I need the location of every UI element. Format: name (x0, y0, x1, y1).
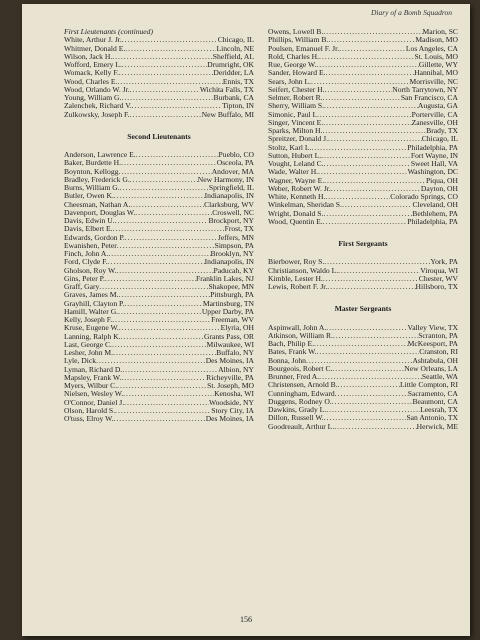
dot-leader (115, 217, 209, 225)
dot-leader (334, 423, 416, 431)
dot-leader (118, 308, 202, 316)
person-name: Duggens, Rodney O. (268, 396, 332, 406)
hometown: Brockport, NY (208, 216, 254, 225)
first-lieutenants-list (64, 36, 254, 119)
person-name: Davis, Edwin U. (64, 216, 115, 225)
roster-entry (64, 415, 254, 423)
person-name: Bonna, John (268, 355, 306, 365)
dot-leader (333, 332, 418, 340)
person-name: Atkinson, William R. (268, 330, 333, 340)
dot-leader (124, 399, 209, 407)
person-name: Sherry, William S. (268, 101, 325, 111)
dot-leader (108, 258, 205, 266)
person-name: Stoltz, Karl L. (268, 142, 312, 152)
person-name: Womack, Kelly F. (64, 68, 119, 78)
first-sergeants-list (268, 258, 458, 291)
hometown: Beaumont, CA (412, 396, 458, 406)
hometown: Jeffers, MN (217, 232, 254, 242)
person-name: Kelly, Joseph F. (64, 315, 113, 324)
hometown: Andover, MA (211, 166, 254, 176)
person-name: Weber, Robert W. Jr. (268, 183, 331, 193)
dot-leader (123, 390, 214, 398)
dot-leader (321, 152, 411, 160)
dot-leader (325, 69, 414, 77)
hometown: North Tarrytown, NY (392, 84, 458, 94)
person-name: Wright, Donald S. (268, 208, 324, 218)
person-name: Simonic, Paul I. (268, 109, 317, 119)
person-name: Lyman, Richard D. (64, 364, 123, 374)
hometown: Paducah, KY (213, 265, 254, 275)
hometown: Hillsboro, TX (415, 282, 458, 291)
hometown: Cranston, RI (419, 347, 458, 357)
hometown: Morrisville, NC (409, 76, 458, 86)
person-name: Christensen, Arnold B. (268, 380, 338, 390)
person-name: Wofford, Emery L. (64, 60, 122, 69)
hometown: Herwick, ME (416, 421, 458, 431)
dot-leader (112, 53, 213, 61)
hometown: Hannibal, MO (414, 68, 458, 78)
roster-entry (268, 218, 458, 226)
dot-leader (342, 201, 413, 209)
hometown: Deridder, LA (213, 68, 254, 78)
person-name: Last, George C. (64, 339, 112, 349)
hometown: Drumright, OK (207, 60, 254, 69)
dot-leader (125, 45, 216, 53)
section-heading-first-sergeants: First Sergeants (338, 239, 388, 248)
person-name: Bierbower, Roy S. (268, 257, 325, 267)
person-name: Young, William G. (64, 93, 122, 102)
hometown: Pittsburgh, PA (210, 290, 254, 300)
hometown: Buffalo, NY (216, 348, 254, 357)
hometown: Croswell, NC (212, 207, 254, 217)
hometown: Gillette, WY (418, 60, 458, 69)
person-name: Whitmer, Donald E. (64, 43, 126, 53)
hometown: Leesrah, TX (420, 405, 458, 414)
dot-leader (338, 267, 420, 275)
dot-leader (316, 61, 419, 69)
person-name: Wade, Walter H. (268, 167, 319, 177)
person-name: Davenport, Douglas W. (64, 207, 136, 217)
dot-leader (117, 382, 207, 390)
dot-leader (326, 324, 407, 332)
dot-leader (324, 102, 418, 110)
person-name: Hamill, Walter G. (64, 306, 119, 316)
dot-leader (113, 415, 205, 423)
dot-leader (332, 365, 404, 373)
dot-leader (323, 275, 419, 283)
person-name: Sparks, Milton H. (268, 126, 323, 135)
person-name: Kruse, Eugene W. (64, 323, 119, 333)
dot-leader (324, 177, 426, 185)
hometown: Simpson, PA (214, 240, 254, 250)
dot-leader (121, 333, 204, 341)
dot-leader (130, 86, 200, 94)
hometown: Chicago, IL (421, 134, 458, 144)
hometown: Grants Pass, OR (204, 331, 254, 341)
hometown: Martinsburg, TN (202, 298, 254, 308)
hometown: Zanesville, OH (411, 117, 458, 127)
dot-leader (335, 390, 408, 398)
person-name: Cunningham, Edward (268, 388, 335, 398)
dot-leader (318, 168, 407, 176)
dot-leader (115, 407, 211, 415)
dot-leader (338, 381, 400, 389)
dot-leader (121, 94, 213, 102)
running-header: Diary of a Bomb Squadron (371, 8, 452, 17)
dot-leader (323, 119, 411, 127)
hometown: York, PA (430, 257, 458, 267)
dot-leader (108, 250, 210, 258)
dot-leader (122, 61, 207, 69)
dot-leader (317, 348, 420, 356)
dot-leader (136, 151, 219, 159)
hometown: Sacramento, CA (407, 388, 458, 398)
dot-leader (323, 28, 422, 36)
hometown: Viroqua, WI (420, 265, 458, 275)
person-name: Wood, Charles E. (64, 76, 118, 86)
hometown: Osceola, PA (216, 158, 254, 168)
hometown: Chester, WV (418, 273, 458, 283)
hometown: Des Moines, IA (205, 414, 254, 423)
person-name: Bradley, Frederick G. (64, 174, 130, 184)
hometown: Augusta, GA (417, 101, 458, 111)
person-name: Brunner, Fred A. (268, 372, 320, 381)
dot-leader (122, 36, 218, 44)
person-name: Phillips, William B. (268, 35, 329, 45)
dot-leader (112, 341, 207, 349)
dot-leader (105, 275, 196, 283)
hometown: Clarksburg, WV (204, 199, 254, 209)
person-name: Owens, Lowell B. (268, 27, 324, 36)
dot-leader (327, 283, 415, 291)
hometown: Freeman, WV (211, 315, 254, 324)
dot-leader (119, 69, 214, 77)
dot-leader (121, 159, 217, 167)
person-name: O'Connor, Daniel J. (64, 397, 125, 407)
hometown: Des Moines, IA (205, 356, 254, 366)
person-name: Lyle, Dick (64, 356, 97, 366)
hometown: San Francisco, CA (400, 93, 458, 102)
second-lieutenants-list (64, 151, 254, 423)
person-name: Vought, Leland C. (268, 159, 324, 168)
dot-leader (112, 316, 211, 324)
hometown: Marion, SC (422, 27, 458, 36)
dot-leader (328, 36, 415, 44)
hometown: Richeyville, PA (206, 372, 254, 382)
hometown: Dayton, OH (420, 183, 458, 193)
section-subheading: First Lieutenants (continued) (64, 27, 154, 36)
person-name: Edwards, Gordon P. (64, 232, 125, 242)
hometown: Indianapolis, IN (204, 257, 254, 267)
hometown: Upper Darby, PA (201, 306, 254, 316)
dot-leader (117, 242, 215, 250)
dot-leader (319, 53, 414, 61)
dot-leader (130, 176, 198, 184)
dot-leader (314, 340, 408, 348)
person-name: White, Kenneth H. (268, 192, 326, 201)
person-name: Graff, Gary (64, 282, 100, 291)
person-name: Gins, Peter P. (64, 273, 105, 283)
person-name: Bourgeois, Robert C. (268, 363, 333, 373)
dot-leader (113, 349, 216, 357)
hometown: Fort Wayne, IN (410, 150, 458, 160)
person-name: Dillon, Russell W. (268, 413, 324, 423)
person-name: Wilson, Jack H. (64, 51, 113, 61)
person-name: O'tuss, Elroy W. (64, 414, 114, 423)
hometown: Lincoln, NE (216, 43, 254, 53)
person-name: Ford, Clyde F. (64, 257, 108, 267)
person-name: White, Arthur J. Jr. (64, 35, 122, 45)
person-name: Graves, James M. (64, 290, 119, 300)
person-name: Sander, Howard E. (268, 68, 326, 78)
person-name: Goodreault, Arthur L. (268, 421, 335, 431)
dot-leader (130, 111, 202, 119)
hometown: San Antonio, TX (406, 413, 458, 423)
person-name: Lewis, Robert F. Jr. (268, 282, 328, 291)
dot-leader (118, 291, 210, 299)
hometown: Ennis, TX (222, 76, 254, 86)
person-name: Ewanishen, Peter (64, 240, 117, 250)
hometown: Piqua, OH (425, 175, 458, 185)
dot-leader (124, 300, 202, 308)
dot-leader (122, 366, 218, 374)
person-name: Mapsley, Frank W. (64, 372, 122, 382)
hometown: New Buffalo, MI (201, 109, 254, 119)
dot-leader (324, 258, 430, 266)
hometown: Los Angeles, CA (405, 43, 458, 53)
book-page (22, 4, 470, 636)
dot-leader (317, 111, 412, 119)
hometown: Story City, IA (211, 405, 254, 415)
person-name: Sears, John L. (268, 76, 312, 86)
person-name: Sutton, Hubert L. (268, 150, 322, 160)
hometown: Woodside, NY (209, 397, 254, 407)
person-name: Selmer, Robert R. (268, 93, 323, 102)
section-heading-second-lieutenants: Second Lieutenants (127, 131, 191, 141)
roster-entry (268, 283, 458, 291)
hometown: St. Louis, MO (414, 51, 458, 61)
hometown: Madison, MO (415, 35, 458, 45)
hometown: Philadelphia, PA (407, 142, 458, 152)
hometown: Philadelphia, PA (407, 216, 458, 226)
dot-leader (323, 218, 408, 226)
hometown: St. Joseph, MO (207, 381, 254, 390)
hometown: Seattle, WA (421, 372, 458, 381)
hometown: Wichita Falls, TX (199, 84, 254, 94)
hometown: Brooklyn, NY (210, 249, 254, 258)
person-name: Wagner, Wayne E. (268, 175, 325, 185)
hometown: Little Compton, RI (399, 380, 458, 390)
right-column (268, 28, 458, 431)
person-name: Cheesman, Nathan A. (64, 199, 131, 209)
hometown: Sheffield, AL (212, 51, 254, 61)
person-name: Kimble, Lester H. (268, 273, 323, 283)
dot-leader (130, 201, 204, 209)
person-name: Dawkins, Grady L. (268, 405, 327, 414)
person-name: Olson, Harold S. (64, 405, 116, 415)
dot-leader (324, 414, 407, 422)
person-name: Lesher, John M. (64, 348, 114, 357)
master-sergeants-list (268, 324, 458, 431)
dot-leader (339, 45, 406, 53)
dot-leader (322, 127, 426, 135)
hometown: Springfield, IL (208, 183, 254, 192)
page-number: 156 (240, 615, 252, 624)
dot-leader (324, 160, 411, 168)
person-name: Finch, John A. (64, 249, 109, 258)
hometown: Washington, DC (407, 167, 458, 177)
hometown: Kenosha, WI (214, 389, 254, 399)
first-lieutenants-continued-list (268, 28, 458, 226)
person-name: Anderson, Lawrence E. (64, 150, 136, 159)
person-name: Wood, Orlando W. Jr. (64, 84, 130, 94)
person-name: Christianson, Waldo L. (268, 265, 339, 275)
dot-leader (323, 210, 412, 218)
person-name: Spreitzer, Donald J. (268, 134, 329, 144)
roster-entry (268, 423, 458, 431)
hometown: McKeesport, PA (407, 339, 458, 348)
dot-leader (125, 234, 218, 242)
hometown: Valley View, TX (407, 322, 458, 332)
person-name: Boynton, Kellogg (64, 166, 119, 176)
section-heading-master-sergeants: Master Sergeants (334, 304, 392, 314)
person-name: Bach, Philip E. (268, 339, 314, 348)
person-name: Nielsen, Wesley W. (64, 389, 124, 399)
dot-leader (135, 209, 212, 217)
person-name: Zulkowsky, Joseph F. (64, 109, 130, 119)
left-column (64, 28, 254, 423)
person-name: Zalenchek, Richard V. (64, 101, 132, 111)
person-name: Gholson, Roy W. (64, 265, 117, 275)
person-name: Rold, Charles H. (268, 51, 320, 61)
hometown: Burbank, CA (213, 93, 254, 102)
hometown: Elyria, OH (220, 323, 254, 333)
person-name: Bates, Frank W. (268, 347, 317, 357)
hometown: Franklin Lakes, NJ (196, 273, 254, 283)
person-name: Myers, Wilbur C. (64, 381, 118, 390)
hometown: New Orleans, LA (404, 363, 458, 373)
hometown: Frost, TX (224, 224, 254, 234)
hometown: Pueblo, CO (218, 150, 254, 159)
dot-leader (120, 184, 209, 192)
person-name: Davis, Elbert E. (64, 224, 113, 234)
person-name: Aspinwall, John A. (268, 322, 327, 332)
person-name: Winkelman, Sheridan S. (268, 200, 342, 210)
person-name: Lanning, Ralph K. (64, 331, 121, 341)
person-name: Singer, Vincent E. (268, 117, 324, 127)
person-name: Burns, William G. (64, 183, 120, 192)
hometown: Cleveland, OH (412, 200, 458, 210)
roster-entry (64, 111, 254, 119)
hometown: Albion, NY (218, 364, 254, 374)
hometown: Ashtabula, OH (412, 355, 458, 365)
person-name: Seifert, Chester H. (268, 84, 325, 94)
hometown: Tipton, IN (222, 101, 254, 111)
hometown: Colorado Springs, CO (390, 192, 458, 201)
dot-leader (311, 144, 407, 152)
person-name: Grayhill, Clayton P. (64, 298, 125, 308)
hometown: Brady, TX (426, 126, 458, 135)
person-name: Wood, Quentin E. (268, 216, 323, 226)
hometown: New Harmony, IN (197, 174, 254, 184)
person-name: Poulsen, Emanuel F. Jr. (268, 43, 340, 53)
dot-leader (332, 398, 413, 406)
person-name: Rue, George W. (268, 60, 317, 69)
hometown: Chicago, IL (217, 35, 254, 45)
dot-leader (323, 94, 401, 102)
hometown: Porterville, CA (411, 109, 458, 119)
hometown: Bethlehem, PA (412, 208, 458, 218)
hometown: Indianapolis, IN (204, 191, 254, 201)
hometown: Milwaukee, WI (206, 339, 254, 349)
dot-leader (121, 374, 206, 382)
hometown: Sweet Hall, VA (410, 159, 458, 168)
hometown: Scranton, PA (418, 330, 458, 340)
hometown: Shakopee, MN (208, 282, 254, 291)
person-name: Baker, Burdette H. (64, 158, 122, 168)
dot-leader (325, 86, 393, 94)
person-name: Butler, Owen K. (64, 191, 114, 201)
dot-leader (113, 225, 225, 233)
